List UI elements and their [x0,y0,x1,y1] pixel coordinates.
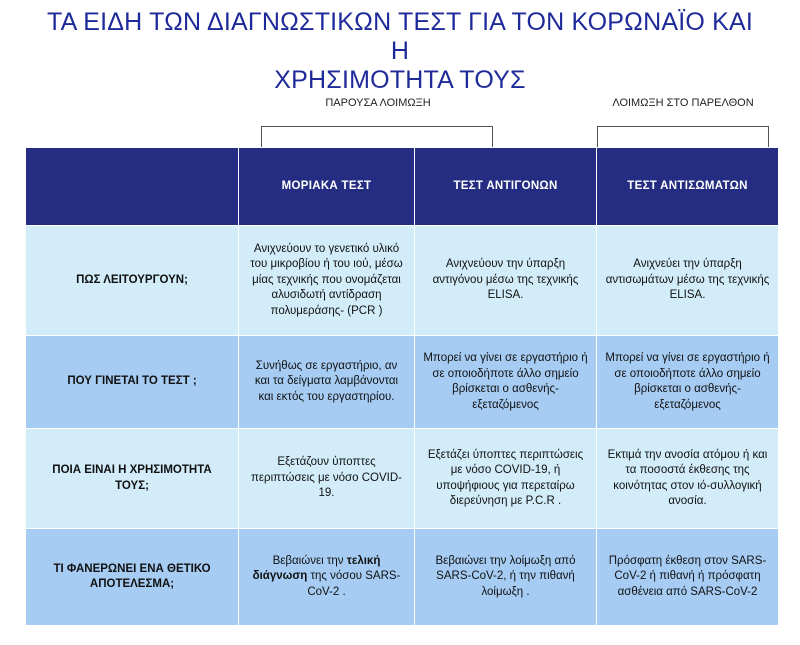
column-header-antigen: ΤΕΣΤ ΑΝΤΙΓΟΝΩΝ [415,148,597,226]
title-line-1: ΤΑ ΕΙΔΗ ΤΩΝ ΔΙΑΓΝΩΣΤΙΚΩΝ ΤΕΣΤ ΓΙΑ ΤΟΝ ΚΟΡΩΝΑΪΟ ΚΑΙ Η [46,8,754,65]
row-label: ΠΩΣ ΛΕΙΤΟΥΡΓΟΥΝ; [26,226,239,336]
table-row-positive-result [26,529,779,626]
table-cell: Εξετάζουν ύποπτες περιπτώσεις με νόσο COVID-19. [239,429,415,529]
table-cell: Μπορεί να γίνει σε εργαστήριο ή σε οποιοδήποτε άλλο σημείο βρίσκεται ο ασθενής-εξεταζόμενος [597,336,779,429]
header-corner-cell [26,148,239,226]
column-header-antibody: ΤΕΣΤ ΑΝΤΙΣΩΜΑΤΩΝ [597,148,779,226]
bracket-past-infection [597,126,769,148]
bracket-present-infection [261,126,493,148]
cell-text-post: της νόσου SARS-CoV-2 . [307,570,401,598]
cell-text-pre: Βεβαιώνει την [272,554,347,567]
column-header-molecular: ΜΟΡΙΑΚΑ ΤΕΣΤ [239,148,415,226]
table-cell: Ανιχνεύουν το γενετικό υλικό του μικροβίου ή του ιού, μέσω μίας τεχνικής που ονομάζεται αλυσιδωτή αντίδραση πολυμεράσης- (PCR ) [239,226,415,336]
table-cell: Συνήθως σε εργαστήριο, αν και τα δείγματα λαμβάνονται και εκτός του εργαστηρίου. [239,336,415,429]
row-label: ΤΙ ΦΑΝΕΡΩΝΕΙ ΕΝΑ ΘΕΤΙΚΟ ΑΠΟΤΕΛΕΣΜΑ; [26,529,239,626]
table-cell: Εξετάζει ύποπτες περιπτώσεις με νόσο COVID-19, ή υποψήφιους για περεταίρω διερεύνηση με P.C.R . [415,429,597,529]
table-row-how-they-work [26,226,779,336]
group-label-past-infection: ΛΟΙΜΩΞΗ ΣΤΟ ΠΑΡΕΛΘΟΝ [612,97,754,109]
table-cell: Ανιχνεύει την ύπαρξη αντισωμάτων μέσω της τεχνικής ELISA. [597,226,779,336]
table-row-where-done [26,336,779,429]
table-cell: Μπορεί να γίνει σε εργαστήριο ή σε οποιοδήποτε άλλο σημείο βρίσκεται ο ασθενής-εξεταζόμενος [415,336,597,429]
title-line-2: ΧΡΗΣΙΜΟΤΗΤΑ ΤΟΥΣ [274,66,526,94]
table-cell: Ανιχνεύουν την ύπαρξη αντιγόνου μέσω της τεχνικής ELISA. [415,226,597,336]
group-label-present-infection: ΠΑΡΟΥΣΑ ΛΟΙΜΩΞΗ [325,97,431,109]
table-cell [239,529,415,626]
cell-text-bold: τελική διάγνωση [252,554,381,583]
row-label: ΠΟΥ ΓΙΝΕΤΑΙ ΤΟ ΤΕΣΤ ; [26,336,239,429]
tests-table [25,147,779,626]
table-header-row [26,148,779,226]
row-label: ΠΟΙΑ ΕΙΝΑΙ Η ΧΡΗΣΙΜΟΤΗΤΑ ΤΟΥΣ; [26,429,239,529]
table-cell: Πρόσφατη έκθεση στον SARS-CoV-2 ή πιθανή ή πρόσφατη ασθένεια από SARS-CoV-2 [597,529,779,626]
table-row-usefulness [26,429,779,529]
table-cell: Βεβαιώνει την λοίμωξη από SARS-CoV-2, ή την πιθανή λοίμωξη . [415,529,597,626]
table-cell: Εκτιμά την ανοσία ατόμου ή και τα ποσοστά έκθεσης της κοινότητας στον ιό-συλλογική ανοσία. [597,429,779,529]
page-title [40,8,760,95]
